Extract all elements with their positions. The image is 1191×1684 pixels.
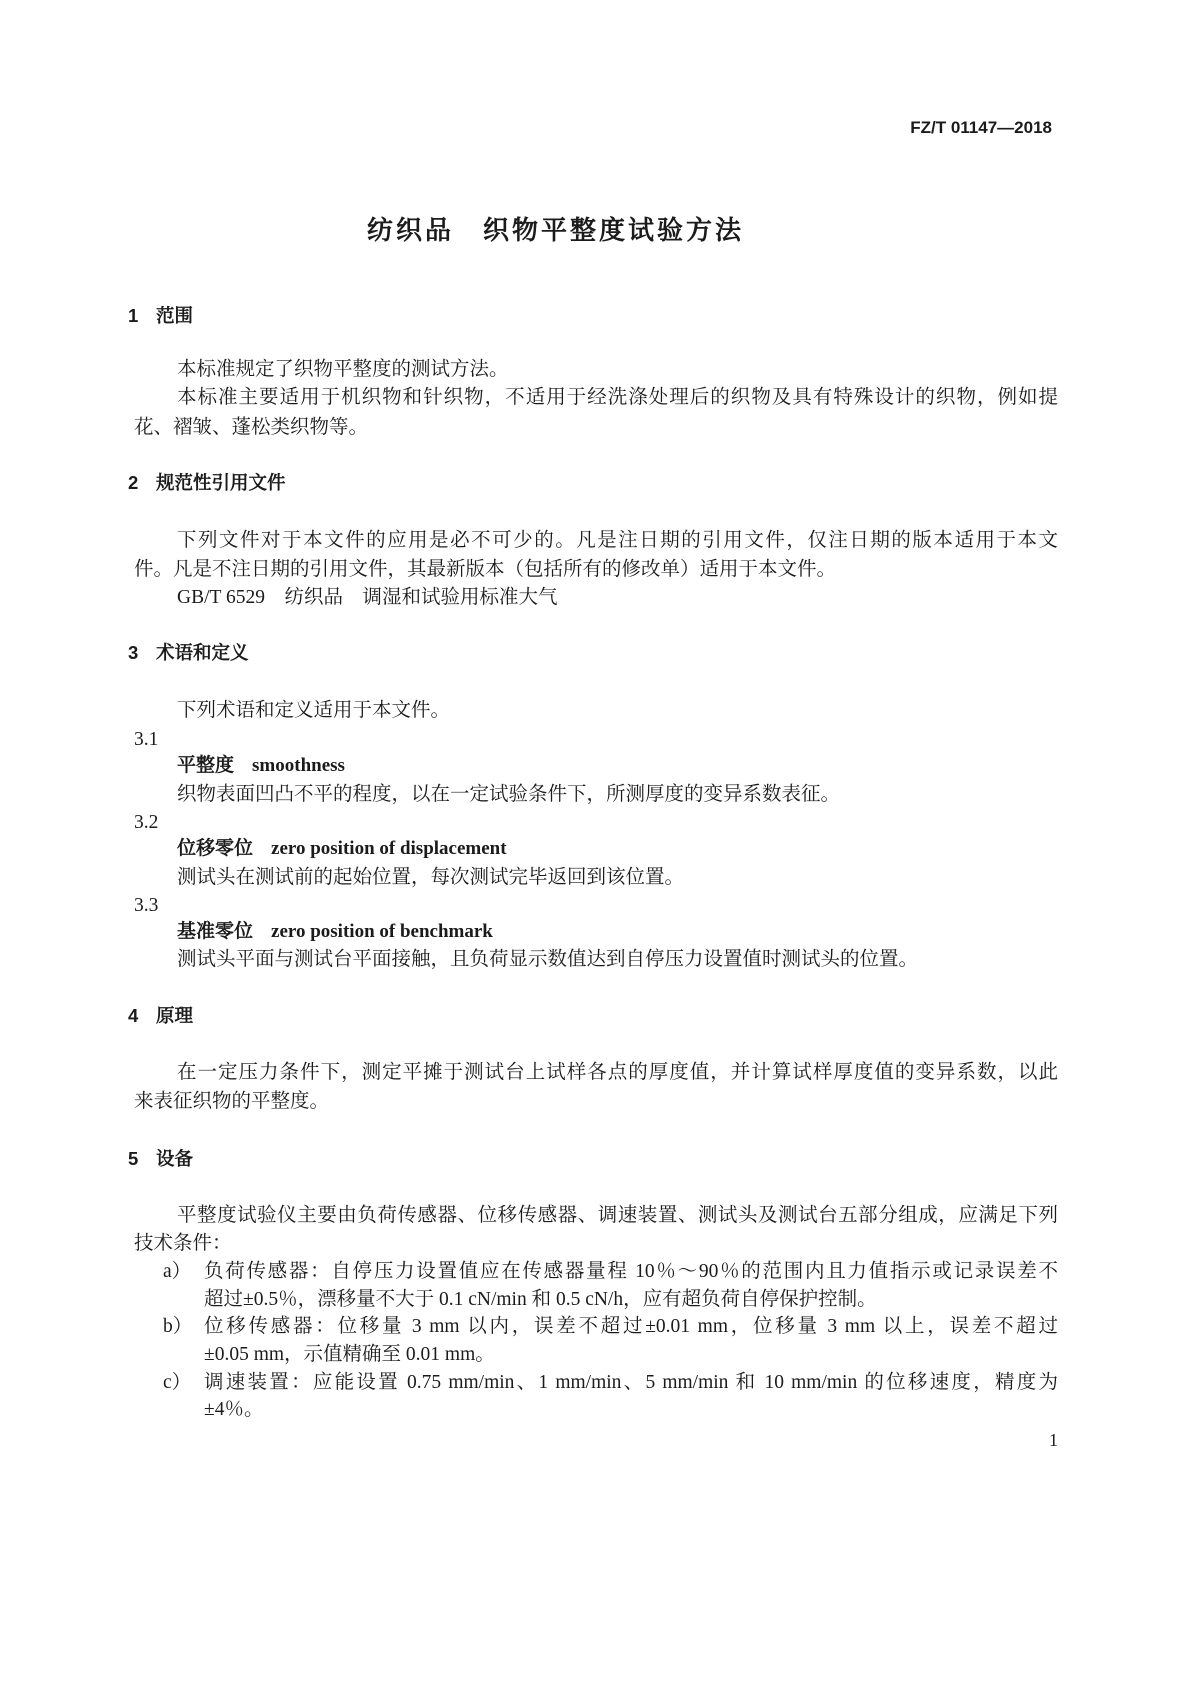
list-marker: a） [163,1261,192,1282]
normative-reference: GB/T 6529 纺织品 调湿和试验用标准大气 [177,587,558,608]
list-marker: b） [163,1316,193,1337]
section-number: 5 [128,1148,139,1169]
term-number: 3.3 [134,895,159,916]
section-number: 3 [128,642,139,663]
term-entry [177,920,493,944]
section-number: 1 [128,305,139,326]
term-definition: 测试头在测试前的起始位置，每次测试完毕返回到该位置。 [177,867,685,888]
paragraph-line: 本标准规定了织物平整度的测试方法。 [177,359,509,380]
list-item-line: ±0.05 mm，示值精确至 0.01 mm。 [204,1344,495,1365]
paragraph-line: 平整度试验仪主要由负荷传感器、位移传感器、调速装置、测试头及测试台五部分组成，应满足下列 [177,1205,1058,1226]
list-item-line: ±4％。 [204,1399,264,1420]
section-title: 术语和定义 [156,642,249,663]
paragraph-line: 下列术语和定义适用于本文件。 [177,700,451,721]
list-item-line: 位移传感器：位移量 3 mm 以内，误差不超过±0.01 mm，位移量 3 mm 以上，误差不超过 [204,1316,1058,1337]
section-number: 2 [128,472,139,493]
term-number: 3.1 [134,729,159,750]
term-definition: 测试头平面与测试台平面接触，且负荷显示数值达到自停压力设置值时测试头的位置。 [177,949,919,970]
section-title: 原理 [156,1005,194,1026]
paragraph-line: 在一定压力条件下，测定平摊于测试台上试样各点的厚度值，并计算试样厚度值的变异系数，以此 [177,1062,1058,1083]
term-name-en: zero position of displacement [271,838,507,859]
term-name-en: smoothness [252,755,345,776]
term-name-en: zero position of benchmark [271,921,493,942]
paragraph-line: 来表征织物的平整度。 [134,1091,330,1112]
term-entry [177,837,507,861]
section-title: 规范性引用文件 [156,472,286,493]
section-heading-scope [128,304,193,328]
paragraph-line: 花、褶皱、蓬松类织物等。 [134,417,369,438]
paragraph-line: 件。凡是不注日期的引用文件，其最新版本（包括所有的修改单）适用于本文件。 [134,559,837,580]
paragraph-line: 技术条件： [134,1233,232,1254]
section-title: 范围 [156,305,194,326]
section-heading-terms-definitions [128,641,249,665]
term-entry [177,754,345,778]
term-name-zh: 平整度 [177,755,235,776]
section-number: 4 [128,1005,139,1026]
list-marker: c） [163,1372,192,1393]
section-title: 设备 [156,1148,194,1169]
term-name-zh: 基准零位 [177,921,254,942]
section-heading-normative-references [128,471,286,495]
term-number: 3.2 [134,812,159,833]
term-name-zh: 位移零位 [177,838,254,859]
list-item-line: 超过±0.5％，漂移量不大于 0.1 cN/min 和 0.5 cN/h，应有超负荷自停保护控制。 [204,1289,877,1310]
standard-number: FZ/T 01147—2018 [910,118,1052,137]
paragraph-line: 下列文件对于本文件的应用是必不可少的。凡是注日期的引用文件，仅注日期的版本适用于本文 [177,530,1058,551]
page-number: 1 [1049,1430,1058,1450]
document-title: 纺织品 织物平整度试验方法 [366,215,744,245]
paragraph-line: 本标准主要适用于机织物和针织物，不适用于经洗涤处理后的织物及具有特殊设计的织物，例如提 [177,387,1058,408]
section-heading-principle [128,1004,193,1028]
term-definition: 织物表面凹凸不平的程度，以在一定试验条件下，所测厚度的变异系数表征。 [177,784,841,805]
list-item-line: 负荷传感器：自停压力设置值应在传感器量程 10％～90％的范围内且力值指示或记录误差不 [204,1261,1058,1282]
section-heading-apparatus [128,1147,193,1171]
list-item-line: 调速装置：应能设置 0.75 mm/min、1 mm/min、5 mm/min 和 10 mm/min 的位移速度，精度为 [204,1372,1058,1393]
